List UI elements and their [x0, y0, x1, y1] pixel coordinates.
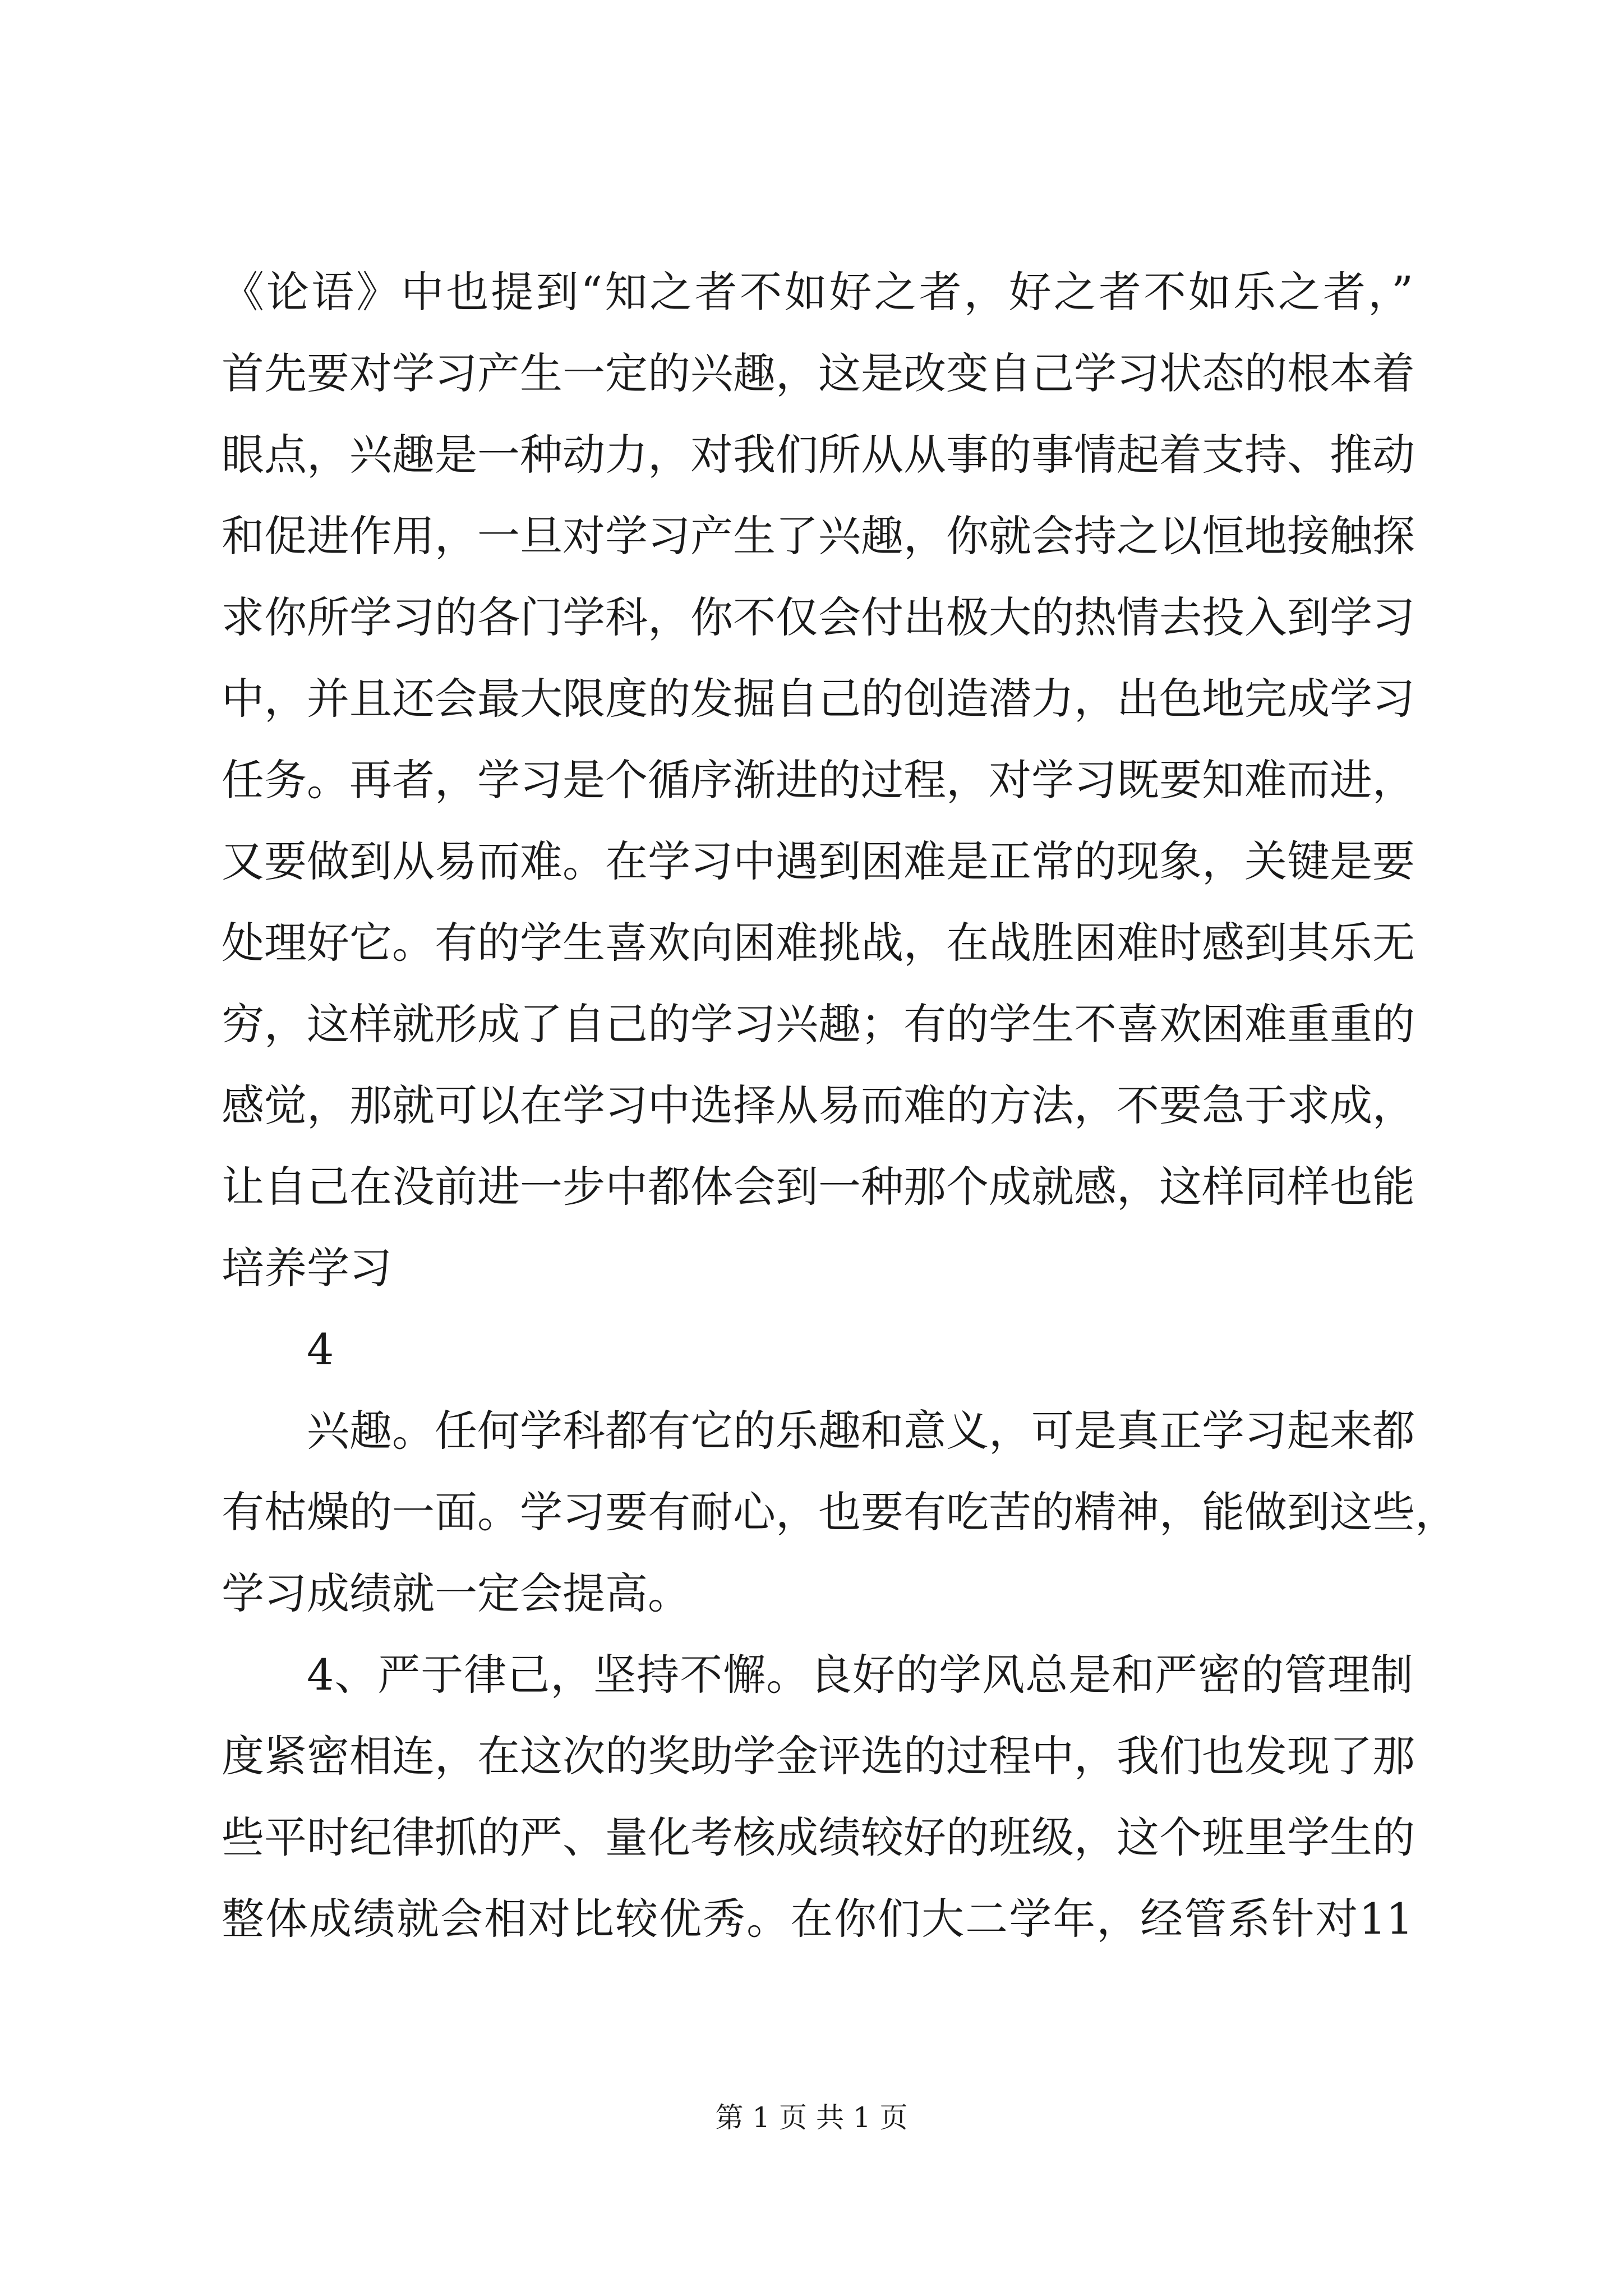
text-line: 任务。再者，学习是个循序渐进的过程，对学习既要知难而进， [222, 755, 1415, 805]
text-line: 整体成绩就会相对比较优秀。在你们大二学年，经管系针对11 [222, 1894, 1413, 1944]
text-line: 学习成绩就一定会提高。 [222, 1568, 690, 1618]
text-line: 眼点，兴趣是一种动力，对我们所从从事的事情起着支持、推动 [222, 430, 1415, 480]
text-line: 让自己在没前进一步中都体会到一种那个成就感，这样同样也能 [222, 1162, 1415, 1212]
text-line: 处理好它。有的学生喜欢向困难挑战，在战胜困难时感到其乐无 [222, 918, 1415, 968]
text-line: 有枯燥的一面。学习要有耐心，也要有吃苦的精神，能做到这些， [222, 1487, 1458, 1537]
text-line: 又要做到从易而难。在学习中遇到困难是正常的现象，关键是要 [222, 836, 1415, 886]
text-line: 《论语》中也提到“知之者不如好之者，好之者不如乐之者，” [222, 267, 1413, 317]
text-line: 4、严于律己，坚持不懈。良好的学风总是和严密的管理制 [307, 1650, 1413, 1700]
text-line: 求你所学习的各门学科，你不仅会付出极大的热情去投入到学习 [222, 592, 1415, 642]
text-line: 感觉，那就可以在学习中选择从易而难的方法，不要急于求成， [222, 1080, 1415, 1130]
section-number: 4 [307, 1324, 334, 1374]
body-text [222, 251, 1458, 1959]
text-line: 兴趣。任何学科都有它的乐趣和意义，可是真正学习起来都 [307, 1406, 1415, 1456]
text-line: 中，并且还会最大限度的发掘自己的创造潜力，出色地完成学习 [222, 674, 1415, 724]
text-line: 穷，这样就形成了自己的学习兴趣；有的学生不喜欢困难重重的 [222, 999, 1415, 1049]
text-line: 和促进作用，一旦对学习产生了兴趣，你就会持之以恒地接触探 [222, 511, 1415, 561]
text-line: 些平时纪律抓的严、量化考核成绩较好的班级，这个班里学生的 [222, 1812, 1415, 1862]
text-line: 培养学习 [222, 1243, 392, 1293]
text-line: 度紧密相连，在这次的奖助学金评选的过程中，我们也发现了那 [222, 1731, 1415, 1781]
page-footer: 第 1 页 共 1 页 [715, 2101, 908, 2134]
text-line: 首先要对学习产生一定的兴趣，这是改变自己学习状态的根本着 [222, 348, 1415, 398]
